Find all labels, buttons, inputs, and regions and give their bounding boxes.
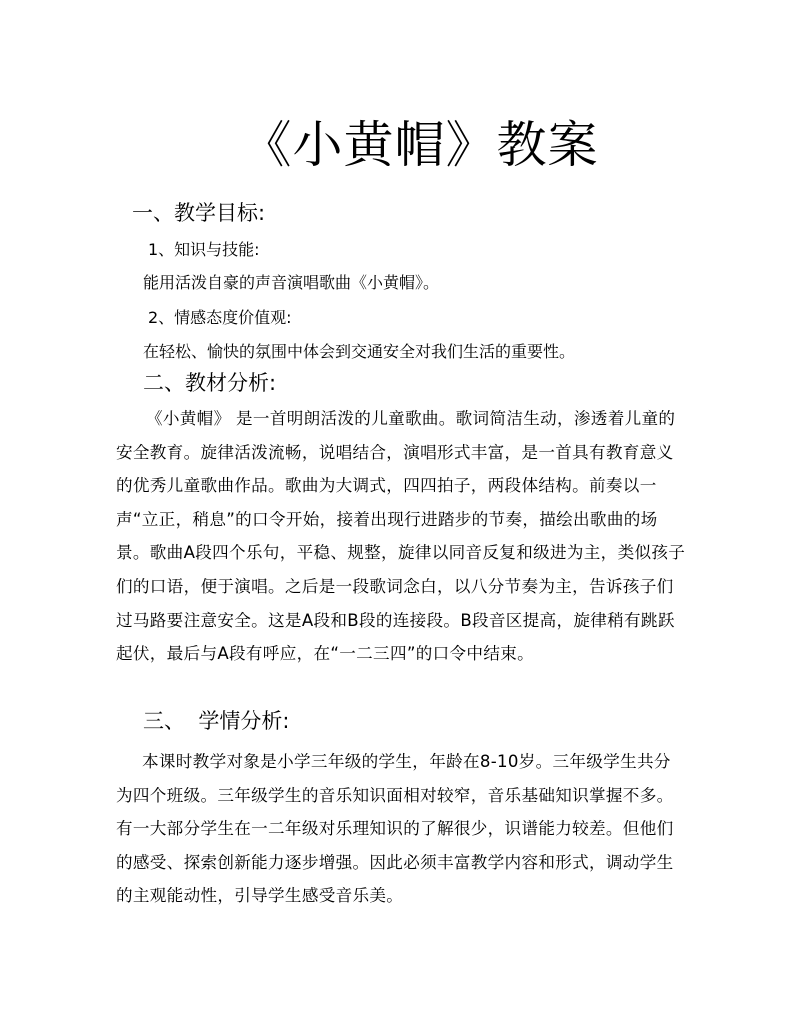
objective-item-3: 2、情感态度价值观: bbox=[148, 308, 292, 327]
objective-item-4: 在轻松、愉快的氛围中体会到交通安全对我们生活的重要性。 bbox=[143, 342, 576, 361]
section-heading-student-analysis: 三、 学情分析: bbox=[143, 709, 290, 733]
document-title: 《小黄帽》教案 bbox=[241, 116, 599, 174]
section-heading-objectives: 一、教学目标: bbox=[132, 201, 266, 225]
student-analysis-paragraph: 本课时教学对象是小学三年级的学生，年龄在8-10岁。三年级学生共分为四个班级。三年级学生的音乐知识面相对较窄，音乐基础知识掌握不多。有一大部分学生在一二年级对乐理知识的了解很少，识谱能力较差。但他们的感受、探索创新能力逐步增强。因此必须丰富教学内容和形式，调动学生的主观能动性，引导学生感受音乐美。 bbox=[116, 752, 674, 906]
section-heading-material-analysis: 二、教材分析: bbox=[143, 371, 277, 395]
objective-item-1: 1、知识与技能: bbox=[148, 240, 260, 259]
material-analysis-paragraph: 《小黄帽》 是一首明朗活泼的儿童歌曲。歌词简洁生动，渗透着儿童的安全教育。旋律活泼流畅，说唱结合，演唱形式丰富，是一首具有教育意义的优秀儿童歌曲作品。歌曲为大调式，四四拍子，两段体结构。前奏以一声“立正，稍息”的口令开始，接着出现行进踏步的节奏，描绘出歌曲的场景。歌曲A段四个乐句，平稳、规整，旋律以同音反复和级进为主，类似孩子们的口语，便于演唱。之后是一段歌词念白，以八分节奏为主，告诉孩子们过马路要注意安全。这是A段和B段的连接段。B段音区提高，旋律稍有跳跃起伏，最后与A段有呼应，在“一二三四”的口令中结束。 bbox=[116, 409, 686, 664]
objective-item-2: 能用活泼自豪的声音演唱歌曲《小黄帽》。 bbox=[143, 273, 440, 292]
